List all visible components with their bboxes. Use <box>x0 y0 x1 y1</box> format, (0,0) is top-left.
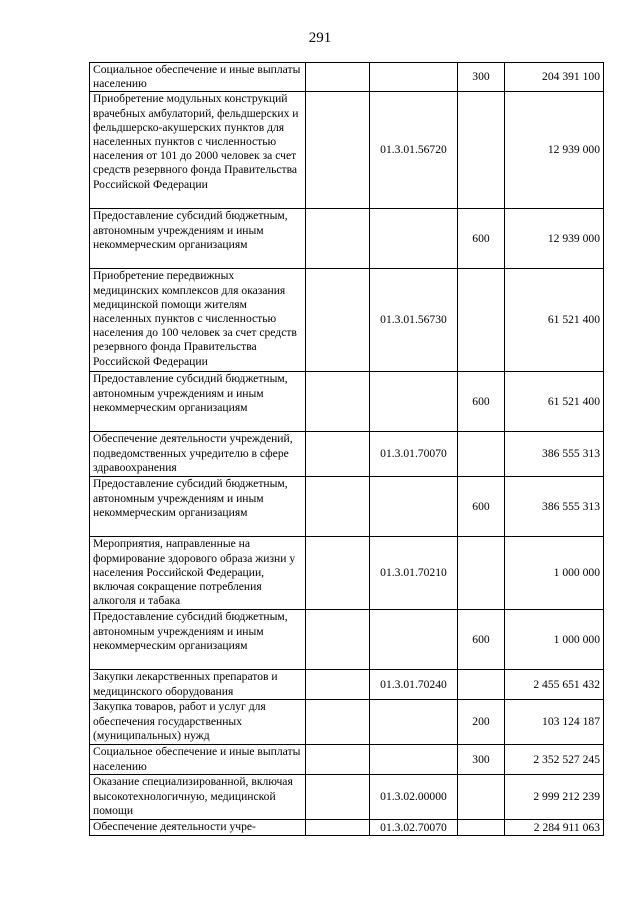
row-expense-type <box>458 775 505 820</box>
row-target-code: 01.3.02.70070 <box>370 820 458 836</box>
row-amount: 61 521 400 <box>505 269 604 372</box>
row-description: Обеспечение деятельности учреждений, подведомственных учредителю в сфере здравоохранения <box>90 432 306 477</box>
table-row <box>90 700 604 745</box>
row-section <box>306 372 370 432</box>
row-description: Закупки лекарственных препаратов и медицинского оборудования <box>90 670 306 700</box>
row-section <box>306 775 370 820</box>
row-description: Приобретение передвижных медицинских комплексов для оказания медицинской помощи жителям населенных пунктов с численностью населения до 100 человек за счет средств резервного фонда Правительства Российской Федерации <box>90 269 306 372</box>
row-description: Предоставление субсидий бюджетным, автономным учреждениям и иным некоммерческим организациям <box>90 372 306 432</box>
row-target-code: 01.3.01.56730 <box>370 269 458 372</box>
row-expense-type <box>458 432 505 477</box>
row-description: Социальное обеспечение и иные выплаты населению <box>90 63 306 92</box>
row-section <box>306 745 370 775</box>
row-amount: 386 555 313 <box>505 477 604 537</box>
row-amount: 386 555 313 <box>505 432 604 477</box>
table-row <box>90 610 604 670</box>
table-row <box>90 745 604 775</box>
table-row <box>90 670 604 700</box>
row-section <box>306 92 370 209</box>
row-amount: 12 939 000 <box>505 92 604 209</box>
row-amount: 204 391 100 <box>505 63 604 92</box>
row-amount: 2 352 527 245 <box>505 745 604 775</box>
table-row <box>90 209 604 269</box>
table-row <box>90 432 604 477</box>
row-target-code <box>370 209 458 269</box>
table-row <box>90 269 604 372</box>
row-target-code: 01.3.01.70070 <box>370 432 458 477</box>
row-target-code <box>370 372 458 432</box>
page-number: 291 <box>308 30 332 46</box>
row-amount: 2 284 911 063 <box>505 820 604 836</box>
row-target-code: 01.3.01.70210 <box>370 537 458 610</box>
row-expense-type: 600 <box>458 209 505 269</box>
row-target-code: 01.3.02.00000 <box>370 775 458 820</box>
row-description: Мероприятия, направленные на формирование здорового образа жизни у населения Российской Федерации, включая сокращение потребления алкоголя и табака <box>90 537 306 610</box>
row-section <box>306 537 370 610</box>
row-target-code: 01.3.01.70240 <box>370 670 458 700</box>
row-expense-type: 600 <box>458 477 505 537</box>
row-expense-type: 600 <box>458 610 505 670</box>
row-amount: 103 124 187 <box>505 700 604 745</box>
row-section <box>306 700 370 745</box>
row-expense-type: 200 <box>458 700 505 745</box>
row-description: Закупка товаров, работ и услуг для обеспечения государственных (муниципальных) нужд <box>90 700 306 745</box>
row-amount: 12 939 000 <box>505 209 604 269</box>
row-description: Предоставление субсидий бюджетным, автономным учреждениям и иным некоммерческим организациям <box>90 477 306 537</box>
table-row <box>90 820 604 836</box>
row-expense-type <box>458 820 505 836</box>
row-section <box>306 269 370 372</box>
row-expense-type <box>458 92 505 209</box>
row-expense-type <box>458 269 505 372</box>
row-section <box>306 209 370 269</box>
row-description: Обеспечение деятельности учре- <box>90 820 306 836</box>
row-expense-type: 300 <box>458 745 505 775</box>
row-section <box>306 670 370 700</box>
row-section <box>306 820 370 836</box>
table-row <box>90 775 604 820</box>
row-description: Предоставление субсидий бюджетным, автономным учреждениям и иным некоммерческим организациям <box>90 610 306 670</box>
row-target-code <box>370 745 458 775</box>
row-amount: 61 521 400 <box>505 372 604 432</box>
row-amount: 2 455 651 432 <box>505 670 604 700</box>
row-expense-type <box>458 670 505 700</box>
row-target-code <box>370 610 458 670</box>
row-target-code <box>370 700 458 745</box>
row-description: Оказание специализированной, включая высокотехнологичную, медицинской помощи <box>90 775 306 820</box>
row-description: Предоставление субсидий бюджетным, автономным учреждениям и иным некоммерческим организациям <box>90 209 306 269</box>
row-expense-type <box>458 537 505 610</box>
row-section <box>306 477 370 537</box>
row-expense-type: 300 <box>458 63 505 92</box>
table-row <box>90 537 604 610</box>
table-row <box>90 477 604 537</box>
row-section <box>306 610 370 670</box>
row-section <box>306 63 370 92</box>
row-description: Социальное обеспечение и иные выплаты населению <box>90 745 306 775</box>
row-target-code: 01.3.01.56720 <box>370 92 458 209</box>
row-target-code <box>370 477 458 537</box>
table-row <box>90 63 604 92</box>
row-description: Приобретение модульных конструкций врачебных амбулаторий, фельдшерских и фельдшерско-акушерских пунктов для населенных пунктов с численностью населения от 101 до 2000 человек за счет средств резервного фонда Правительства Российской Федерации <box>90 92 306 209</box>
budget-table <box>89 62 604 836</box>
row-amount: 1 000 000 <box>505 610 604 670</box>
row-section <box>306 432 370 477</box>
row-expense-type: 600 <box>458 372 505 432</box>
row-amount: 2 999 212 239 <box>505 775 604 820</box>
row-target-code <box>370 63 458 92</box>
row-amount: 1 000 000 <box>505 537 604 610</box>
table-row <box>90 372 604 432</box>
table-row <box>90 92 604 209</box>
